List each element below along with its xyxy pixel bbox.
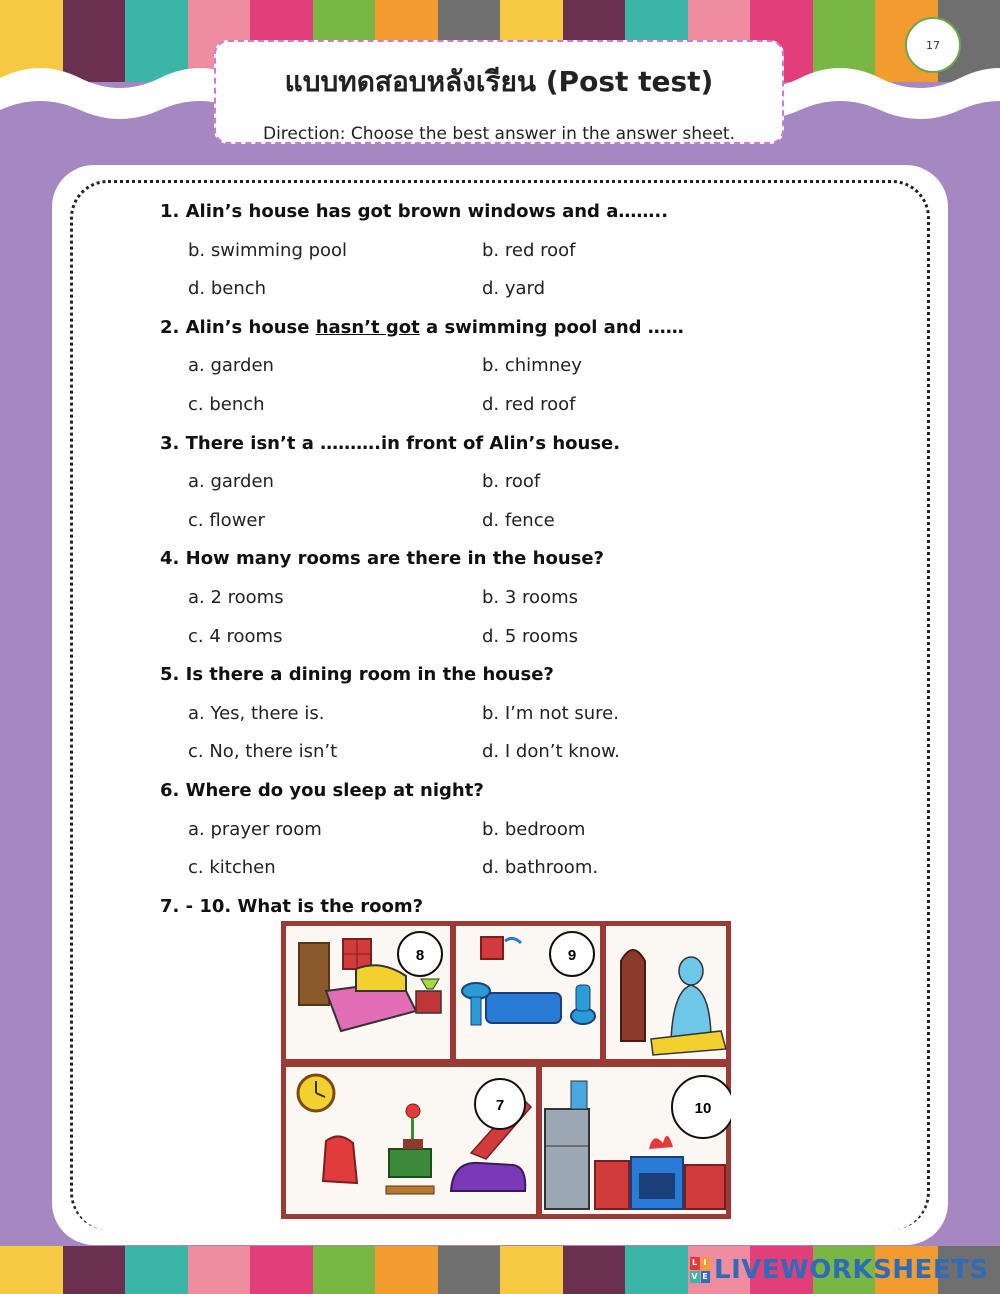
option-3c[interactable]: c. flower — [188, 509, 265, 531]
question-6-options-row-1 — [160, 816, 760, 855]
liveworksheets-logo — [690, 1252, 989, 1288]
question-1-options-row-2 — [160, 275, 760, 314]
option-4b[interactable]: b. 3 rooms — [482, 586, 578, 608]
option-1c[interactable]: d. bench — [188, 278, 267, 300]
logo-letter-v: V — [690, 1271, 700, 1284]
room-label-8-text: 8 — [415, 947, 425, 964]
option-2c[interactable]: c. bench — [188, 393, 265, 415]
logo-cube-icon — [690, 1257, 710, 1283]
stripe-segment — [0, 1246, 63, 1294]
option-4d[interactable]: d. 5 rooms — [482, 625, 578, 647]
room-label-9-text: 9 — [567, 947, 577, 964]
room-label-10 — [672, 1076, 731, 1138]
stripe-segment — [188, 1246, 251, 1294]
stripe-segment — [375, 1246, 438, 1294]
question-3-options-row-2 — [160, 507, 760, 546]
question-2-options-row-1 — [160, 352, 760, 391]
option-1a[interactable]: b. swimming pool — [188, 239, 348, 261]
stripe-segment — [63, 1246, 126, 1294]
question-5: 5. Is there a dining room in the house? — [160, 664, 554, 686]
question-list — [160, 198, 760, 931]
question-5-options-row-1 — [160, 700, 760, 739]
option-1d[interactable]: d. yard — [482, 278, 546, 300]
title-box — [214, 40, 784, 144]
option-5c[interactable]: c. No, there isn’t — [188, 741, 338, 763]
stripe-segment — [125, 1246, 188, 1294]
option-2a[interactable]: a. garden — [188, 355, 274, 377]
option-1b[interactable]: b. red roof — [482, 239, 576, 261]
room-label-8 — [398, 932, 442, 976]
question-2-text-before: 2. Alin’s house — [160, 316, 316, 338]
direction-text: Direction: Choose the best answer in the answer sheet. — [262, 124, 735, 144]
stripe-segment — [250, 1246, 313, 1294]
option-6d[interactable]: d. bathroom. — [482, 857, 599, 879]
question-6-options-row-2 — [160, 854, 760, 893]
question-6: 6. Where do you sleep at night? — [160, 779, 484, 801]
option-6b[interactable]: b. bedroom — [482, 818, 586, 840]
room-label-10-text: 10 — [694, 1100, 712, 1117]
option-6c[interactable]: c. kitchen — [188, 857, 276, 879]
stripe-segment — [313, 1246, 376, 1294]
stripe-segment — [625, 1246, 688, 1294]
page-number-badge: 17 — [905, 17, 961, 73]
option-5b[interactable]: b. I’m not sure. — [482, 702, 619, 724]
option-3a[interactable]: a. garden — [188, 471, 274, 493]
option-4c[interactable]: c. 4 rooms — [188, 625, 283, 647]
question-4: 4. How many rooms are there in the house? — [160, 548, 604, 570]
logo-letter-l: L — [690, 1257, 700, 1270]
option-5d[interactable]: d. I don’t know. — [482, 741, 620, 763]
option-2b[interactable]: b. chimney — [482, 355, 582, 377]
question-2-text-after: a swimming pool and …… — [419, 316, 684, 338]
logo-letter-e: E — [701, 1271, 711, 1284]
house-rooms-illustration — [281, 921, 731, 1219]
option-6a[interactable]: a. prayer room — [188, 818, 322, 840]
question-3: 3. There isn’t a ……….in front of Alin’s house. — [160, 432, 621, 454]
logo-text: LIVEWORKSHEETS — [714, 1255, 989, 1285]
room-label-7 — [475, 1079, 525, 1129]
question-2-options-row-2 — [160, 391, 760, 430]
option-2d[interactable]: d. red roof — [482, 393, 576, 415]
stripe-segment — [438, 1246, 501, 1294]
room-label-7-text: 7 — [495, 1097, 505, 1114]
page-title: แบบทดสอบหลังเรียน (Post test) — [284, 65, 714, 98]
question-2 — [160, 314, 760, 353]
question-1: 1. Alin’s house has got brown windows and a…….. — [160, 201, 669, 222]
question-3-options-row-1 — [160, 468, 760, 507]
stripe-segment — [500, 1246, 563, 1294]
option-4a[interactable]: a. 2 rooms — [188, 586, 284, 608]
option-5a[interactable]: a. Yes, there is. — [188, 702, 325, 724]
stripe-segment — [563, 1246, 626, 1294]
question-4-options-row-2 — [160, 623, 760, 662]
question-2-underlined: hasn’t got — [315, 316, 420, 338]
option-3b[interactable]: b. roof — [482, 471, 541, 493]
question-5-options-row-2 — [160, 738, 760, 777]
question-1-options-row-1 — [160, 237, 760, 276]
question-4-options-row-1 — [160, 584, 760, 623]
room-label-9 — [550, 932, 594, 976]
logo-letter-i: I — [701, 1257, 711, 1270]
option-3d[interactable]: d. fence — [482, 509, 555, 531]
question-7-10: 7. - 10. What is the room? — [160, 895, 424, 917]
